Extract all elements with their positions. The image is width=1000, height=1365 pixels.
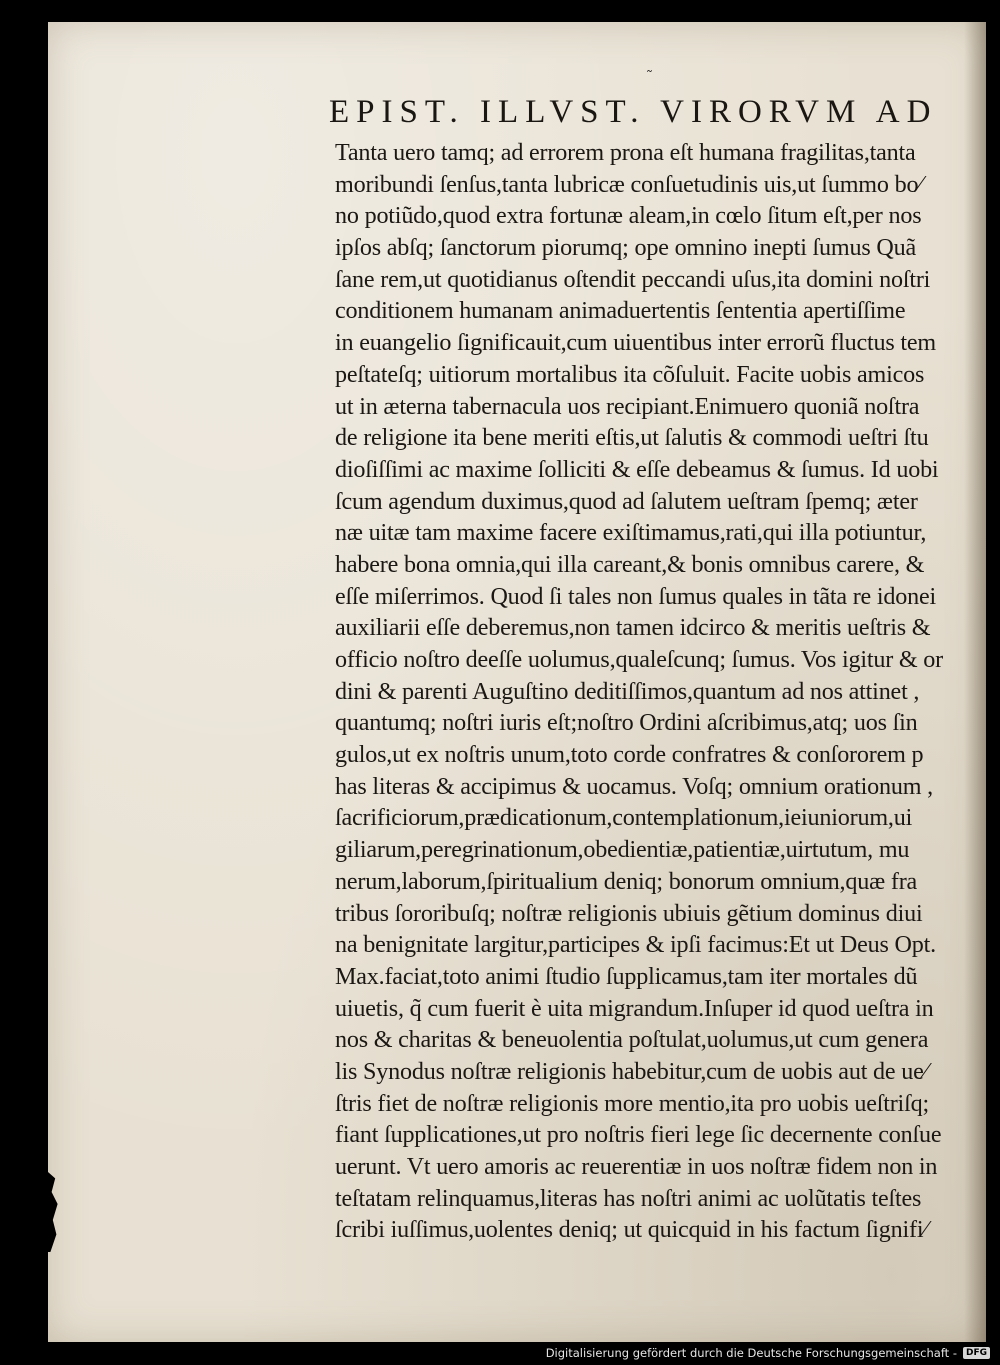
text-line: ipſos abſq; ſanctorum piorumq; ope omnino inepti ſumus Quã xyxy=(335,234,917,262)
text-line: has literas & accipimus & uocamus. Voſq; omnium orationum , xyxy=(335,772,934,800)
text-line: næ uitæ tam maxime facere exiſtimamus,rati,qui illa potiuntur, xyxy=(335,519,927,547)
text-line: ſcribi iuſſimus,uolentes deniq; ut quicquid in his factum ſignifi⁄ xyxy=(335,1216,928,1244)
text-line: uerunt. Vt uero amoris ac reuerentiæ in uos noſtræ fidem non in xyxy=(335,1153,938,1180)
body-text xyxy=(335,137,995,1246)
text-line: fiant ſupplicationes,ut pro noſtris fieri lege ſic decernente conſue xyxy=(335,1121,942,1149)
text-line: habere bona omnia,qui illa careant,& bonis omnibus carere, & xyxy=(335,550,925,578)
text-line: moribundi ſenſus,tanta lubricæ conſuetudinis uis,ut ſummo bo⁄ xyxy=(335,170,923,198)
text-line: lis Synodus noſtræ religionis habebitur,cum de uobis aut de ue⁄ xyxy=(335,1057,928,1085)
text-line: officio noſtro deeſſe uolumus,qualeſcunq; ſumus. Vos igitur & or xyxy=(335,646,943,673)
text-line: ſane rem,ut quotidianus oſtendit peccandi uſus,ita domini noſtri xyxy=(335,265,931,293)
text-line: gulos,ut ex noſtris unum,toto corde confratres & conſororem p xyxy=(335,741,924,769)
text-line: dini & parenti Auguſtino deditiſſimos,quantum ad nos attinet , xyxy=(335,677,920,705)
text-line: nerum,laborum,ſpiritualium deniq; bonorum omnium,quæ fra xyxy=(335,867,918,895)
dfg-logo: DFG xyxy=(963,1347,990,1359)
text-line: na benignitate largitur,participes & ipſi facimus:Et ut Deus Opt. xyxy=(335,931,936,959)
text-line: ſacrificiorum,prædicationum,contemplationum,ieiuniorum,ui xyxy=(335,804,913,832)
page-edge-damage xyxy=(48,1172,60,1252)
text-line: in euangelio ſignificauit,cum uiuentibus inter errorũ fluctus tem xyxy=(335,329,936,357)
text-line: Tanta uero tamq; ad errorem prona eſt humana fragilitas,tanta xyxy=(335,139,916,166)
text-line: tribus ſororibuſq; noſtræ religionis ubiuis gẽtium dominus diui xyxy=(335,899,923,927)
text-line: Max.faciat,toto animi ſtudio ſupplicamus,tam iter mortales dũ xyxy=(335,962,918,990)
text-line: giliarum,peregrinationum,obedientiæ,patientiæ,uirtutum, mu xyxy=(335,836,910,864)
text-line: ſtris fiet de noſtræ religionis more mentio,ita pro uobis ueſtriſq; xyxy=(335,1089,929,1117)
text-line: ſcum agendum duximus,quod ad ſalutem ueſtram ſpemq; æter xyxy=(335,487,918,515)
text-line: conditionem humanam animaduertentis ſententia apertiſſime xyxy=(335,297,906,325)
text-line: uiuetis, q̃ cum fuerit è uita migrandum.Inſuper id quod ueſtra in xyxy=(335,994,934,1022)
text-line: teſtatam relinquamus,literas has noſtri animi ac uolũtatis teſtes xyxy=(335,1184,922,1212)
digitization-footer xyxy=(546,1343,990,1363)
text-line: peſtateſq; uitiorum mortalibus ita cõſuluit. Facite uobis amicos xyxy=(335,360,925,388)
text-line: eſſe miſerrimos. Quod ſi tales non ſumus quales in tãta re idonei xyxy=(335,582,937,610)
text-line: de religione ita bene meriti eſtis,ut ſalutis & commodi ueſtri ſtu xyxy=(335,424,929,452)
text-line: ut in æterna tabernacula uos recipiant.Enimuero quoniã noſtra xyxy=(335,392,920,420)
ink-mark: ˜ xyxy=(646,69,653,85)
text-line: quantumq; noſtri iuris eſt;noſtro Ordini aſcribimus,atq; uos ſin xyxy=(335,709,918,737)
text-line: nos & charitas & beneuolentia poſtulat,uolumus,ut cum genera xyxy=(335,1026,929,1054)
running-head: EPIST. ILLVST. VIRORVM AD xyxy=(329,94,938,130)
book-page xyxy=(48,22,986,1342)
text-line: dioſiſſimi ac maxime ſolliciti & eſſe debeamus & ſumus. Id uobi xyxy=(335,455,939,483)
text-line: no potiũdo,quod extra fortunæ aleam,in cœlo ſitum eſt,per nos xyxy=(335,202,922,230)
footer-credit: Digitalisierung gefördert durch die Deutsche Forschungsgemeinschaft - xyxy=(545,1346,957,1360)
text-line: auxiliarii eſſe deberemus,non tamen idcirco & meritis ueſtris & xyxy=(335,614,931,642)
